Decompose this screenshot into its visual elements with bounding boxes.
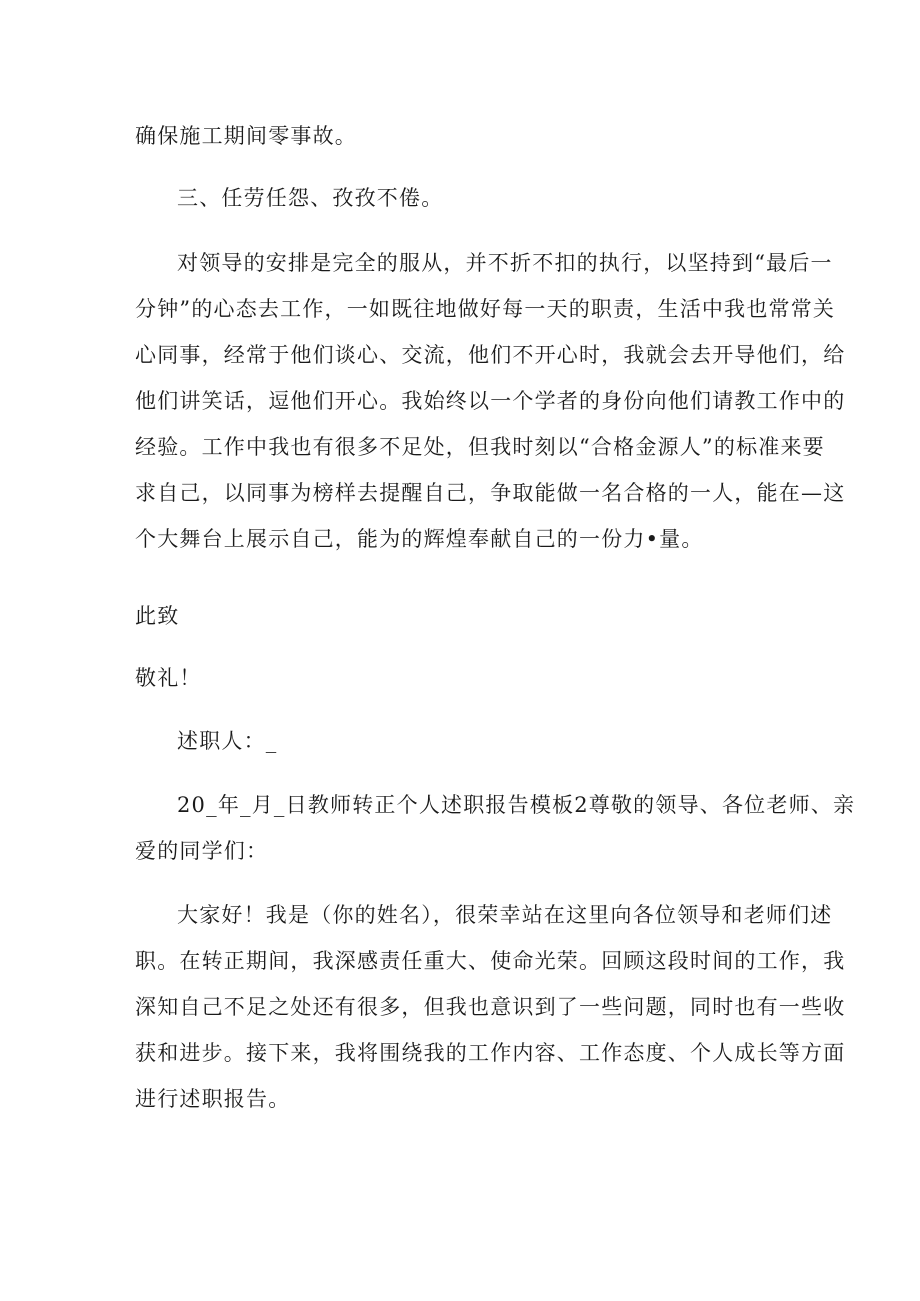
section-heading-3: 三、任劳任怨、孜孜不倦。 [177, 186, 444, 210]
text-line: 心同事，经常于他们谈心、交流，他们不开心时，我就会去开导他们，给 [135, 343, 846, 367]
text-line: 他们讲笑话，逗他们开心。我始终以一个学者的身份向他们请教工作中的 [135, 389, 846, 413]
text-line: 求自己，以同事为榜样去提醒自己，争取能做一名合格的一人，能在—这 [135, 481, 846, 505]
paragraph-attitude [135, 240, 846, 562]
paragraph-title-greeting [135, 782, 856, 874]
text-line: 爱的同学们： [135, 839, 269, 863]
text-line: 经验。工作中我也有很多不足处，但我时刻以“合格金源人”的标准来要 [135, 435, 825, 459]
paragraph-intro [135, 892, 846, 1122]
text-line: 进行述职报告。 [135, 1087, 291, 1111]
text-line: 大家好！我是（你的姓名），很荣幸站在这里向各位领导和老师们述 [177, 903, 833, 927]
text-line: 深知自己不足之处还有很多，但我也意识到了一些问题，同时也有一些收 [135, 995, 846, 1019]
signer-line: 述职人：_ [177, 729, 278, 753]
text-line: 个大舞台上展示自己，能为的辉煌奉献自己的一份力•量。 [135, 527, 704, 551]
closing-salutation: 此致 [135, 604, 180, 628]
text-line: 获和进步。接下来，我将围绕我的工作内容、工作态度、个人成长等方面 [135, 1041, 846, 1065]
paragraph-safety: 确保施工期间零事故。 [135, 124, 357, 148]
text-line: 20_年_月_日教师转正个人述职报告模板2尊敬的领导、各位老师、亲 [177, 793, 856, 817]
closing-regards: 敬礼！ [135, 666, 202, 690]
text-line: 对领导的安排是完全的服从，并不折不扣的执行，以坚持到“最后一 [177, 251, 833, 275]
text-line: 分钟”的心态去工作，一如既往地做好每一天的职责，生活中我也常常关 [135, 297, 836, 321]
text-line: 职。在转正期间，我深感责任重大、使命光荣。回顾这段时间的工作，我 [135, 949, 846, 973]
